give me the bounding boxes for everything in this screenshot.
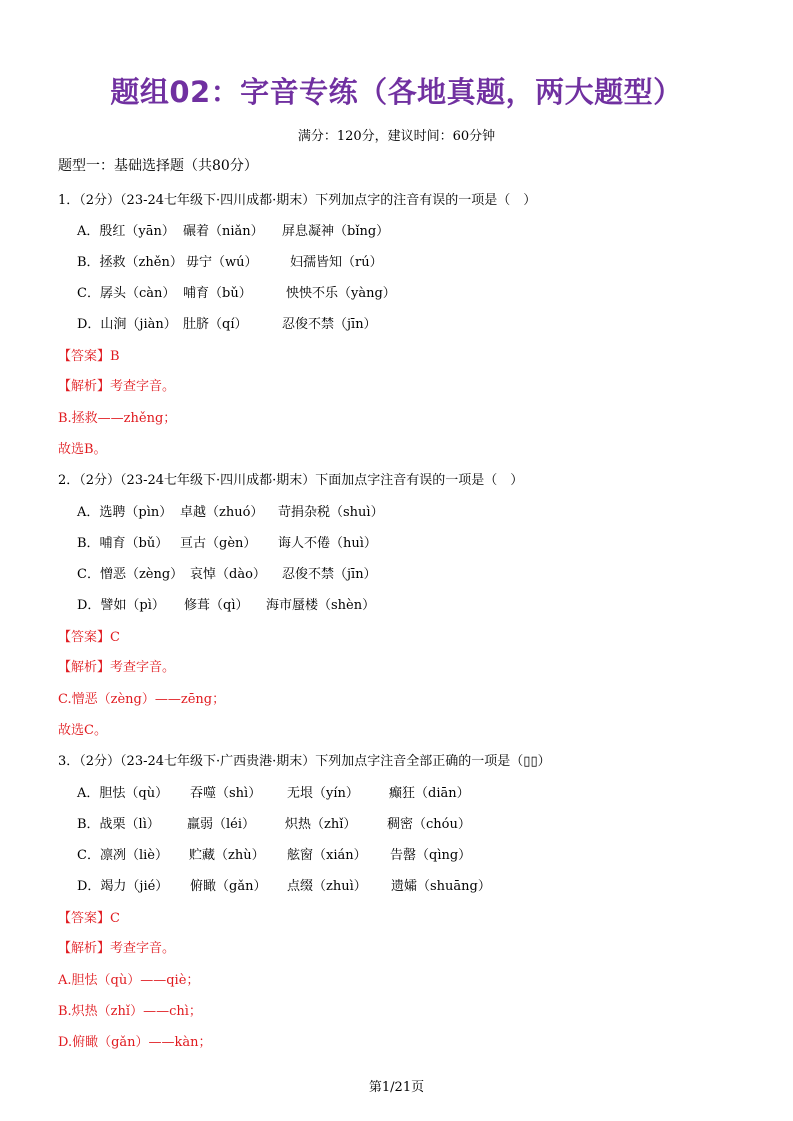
option-item: 哺育（bǔ） (183, 286, 252, 301)
analysis-note: B.拯救——zhěng； (58, 411, 177, 426)
option-d (77, 875, 491, 894)
option-item: 忍俊不禁（jīn） (282, 317, 377, 332)
option-item: C．孱头（càn） (77, 286, 176, 301)
option-item: 羸弱（léi） (187, 817, 256, 832)
question-stem: 2．（2分）（23-24七年级下·四川成都·期末）下面加点字注音有误的一项是（ ） (58, 473, 524, 488)
option-c (77, 563, 377, 582)
option-item: D．譬如（pì） (77, 598, 165, 613)
option-item: 俯瞰（gǎn） (190, 879, 267, 894)
option-item: 哀悼（dào） (190, 567, 266, 582)
analysis: 【解析】考查字音。 (58, 379, 176, 394)
option-item: C．憎恶（zèng） (77, 567, 184, 582)
option-item: 舷窗（xián） (287, 848, 367, 863)
option-item: 怏怏不乐（yàng） (286, 286, 396, 301)
subtitle: 满分：120分，建议时间：60分钟 (297, 129, 496, 144)
option-a (77, 220, 389, 239)
option-c (77, 844, 471, 863)
analysis-note: 故选B。 (58, 442, 107, 457)
option-item: B．哺育（bǔ） (77, 536, 169, 551)
option-a (77, 782, 470, 801)
analysis-note: A.胆怯（qù）——qiè； (58, 973, 200, 988)
option-item: 稠密（chóu） (387, 817, 471, 832)
option-item: 海市蜃楼（shèn） (266, 598, 376, 613)
document-title: 题组02：字音专练（各地真题，两大题型） (110, 75, 683, 109)
answer: 【答案】C (58, 911, 120, 926)
analysis-note: B.炽热（zhǐ）——chì； (58, 1004, 202, 1019)
option-item: 亘古（gèn） (180, 536, 257, 551)
answer: 【答案】B (58, 349, 120, 364)
analysis-note: C.憎恶（zèng）——zēng； (58, 692, 226, 707)
option-a (77, 501, 384, 520)
option-item: 炽热（zhǐ） (285, 817, 357, 832)
option-item: 吞噬（shì） (190, 786, 262, 801)
option-b (77, 251, 383, 270)
question-stem: 3．（2分）（23-24七年级下·广西贵港·期末）下列加点字注音全部正确的一项是（▯▯） (58, 754, 551, 769)
option-item: 修葺（qì） (184, 598, 249, 613)
option-item: 毋宁（wú） (186, 255, 258, 270)
option-b (77, 532, 377, 551)
option-item: C．凛冽（liè） (77, 848, 168, 863)
analysis: 【解析】考查字音。 (58, 941, 176, 956)
option-item: 屏息凝神（bǐng） (282, 224, 390, 239)
option-item: 点缀（zhuì） (287, 879, 367, 894)
page-number: 第1/21页 (368, 1080, 425, 1095)
option-item: A．殷红（yān） (77, 224, 175, 239)
analysis: 【解析】考查字音。 (58, 660, 176, 675)
option-item: A．胆怯（qù） (77, 786, 169, 801)
option-item: 诲人不倦（huì） (278, 536, 377, 551)
option-c (77, 282, 396, 301)
question-stem: 1．（2分）（23-24七年级下·四川成都·期末）下列加点字的注音有误的一项是（ ） (58, 193, 537, 208)
option-item: A．选聘（pìn） (77, 505, 173, 520)
option-item: 癫狂（diān） (389, 786, 470, 801)
option-item: D．山涧（jiàn） (77, 317, 177, 332)
option-item: 卓越（zhuó） (180, 505, 264, 520)
option-b (77, 813, 471, 832)
option-item: 告罄（qìng） (390, 848, 472, 863)
option-d (77, 313, 377, 332)
analysis-note: 故选C。 (58, 723, 107, 738)
option-d (77, 594, 375, 613)
option-item: 无垠（yín） (287, 786, 359, 801)
section-heading: 题型一：基础选择题（共80分） (58, 158, 258, 174)
option-item: 苛捐杂税（shuì） (278, 505, 384, 520)
option-item: D．竭力（jié） (77, 879, 169, 894)
option-item: 贮藏（zhù） (189, 848, 265, 863)
answer: 【答案】C (58, 630, 120, 645)
option-item: B．拯救（zhěn） (77, 255, 183, 270)
analysis-note: D.俯瞰（gǎn）——kàn； (58, 1035, 212, 1050)
option-item: 忍俊不禁（jīn） (282, 567, 377, 582)
option-item: 遗孀（shuāng） (391, 879, 491, 894)
option-item: 肚脐（qí） (183, 317, 248, 332)
option-item: 妇孺皆知（rú） (290, 255, 383, 270)
option-item: B．战栗（lì） (77, 817, 160, 832)
option-item: 碾着（niǎn） (183, 224, 264, 239)
